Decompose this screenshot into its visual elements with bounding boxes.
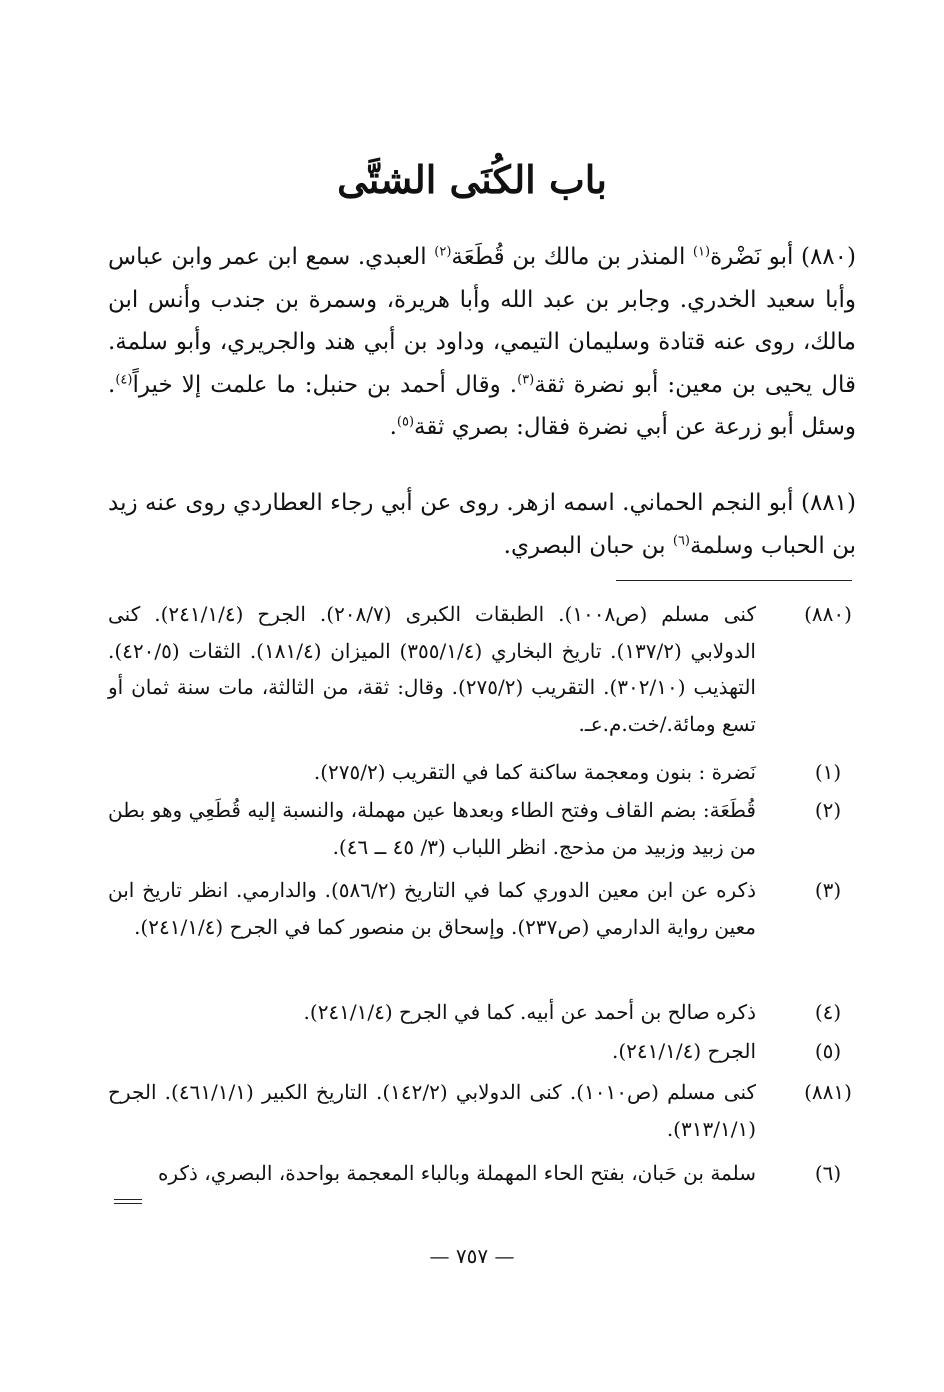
continuation-mark [114, 1199, 142, 1204]
footnote-1 [108, 754, 858, 791]
entry-text: العبدي. سمع ابن عمر وابن عباس وأبا سعيد الخدري. وجابر بن عبد الله وأبا هريرة، وسمرة بن جندب وأنس ابن مالك، روى عنه قتادة وسليمان التيمي، وداود بن أبي هند والجريري، وأبو سلمة. قال يحيى بن معين: أبو نضرة ثقة [108, 244, 856, 398]
footnote-880 [108, 596, 858, 742]
footnote-text: نَضرة : بنون ومعجمة ساكنة كما في التقريب (٢٧٥/٢). [313, 760, 756, 784]
entry-text: المنذر بن مالك بن قُطَعَة [451, 244, 693, 270]
footnote-ref: (٦) [672, 532, 690, 548]
footnote-ref: (٤) [115, 371, 133, 387]
entry-text: . وقال أحمد بن حنبل: ما علمت إلا خيراً [132, 371, 518, 398]
footnote-marker: (٦) [814, 1161, 842, 1185]
entry-881 [108, 482, 856, 567]
footnote-text: سلمة بن حَبان، بفتح الحاء المهملة وبالباء المعجمة بواحدة، البصري، ذكره [157, 1161, 756, 1185]
page-number: — ٧٥٧ — [429, 1244, 515, 1268]
footnote-text: قُطَعَة: بضم القاف وفتح الطاء وبعدها عين مهملة، والنسبة إليه قُطَعِي وهو بطن من زبيد وزبيد من مذحج. انظر اللباب (٣/ ٤٥ ــ ٤٦). [108, 798, 756, 859]
footnote-text: كنى مسلم (ص١٠٠٨). الطبقات الكبرى (٢٠٨/٧). الجرح (٢٤١/١/٤). كنى الدولابي (١٣٧/٢). تاريخ البخاري (٣٥٥/١/٤) الميزان (١٨١/٤). الثقات (٤٢٠/٥). التهذيب (٣٠٢/١٠). التقريب (٢٧٥/٢). وقال: ثقة، من الثالثة، مات سنة ثمان أو تسع ومائة./خت.م.عـ. [108, 602, 756, 736]
entry-text: . [389, 414, 397, 440]
footnote-text: ذكره صالح بن أحمد عن أبيه. كما في الجرح (٢٤١/١/٤). [303, 1000, 756, 1024]
footnote-marker: (٢) [814, 798, 842, 822]
footnote-881 [108, 1074, 858, 1147]
footnote-6 [108, 1155, 858, 1192]
footnote-text: الجرح (٢٤١/١/٤). [611, 1039, 756, 1063]
entry-text: . وسئل أبو زرعة عن أبي نضرة فقال: بصري ثقة [108, 371, 856, 440]
footnote-4 [108, 994, 858, 1031]
footnote-ref: (٥) [396, 414, 415, 430]
footnote-5 [108, 1033, 858, 1070]
footnote-marker: (١) [814, 760, 842, 784]
footnote-marker: (٥) [814, 1039, 842, 1063]
footnote-marker: (٤) [814, 1000, 842, 1024]
footnote-marker: (٣) [814, 878, 842, 902]
footnote-3 [108, 872, 858, 945]
footnote-marker: (٨٨١) [804, 1080, 852, 1104]
footnote-ref: (٣) [517, 371, 535, 387]
footnote-ref: (٢) [434, 244, 452, 260]
entry-text: (٨٨١) أبو النجم الحماني. اسمه ازهر. روى عن أبي رجاء العطاردي روى عنه زيد بن الحباب وسلمة [108, 490, 856, 559]
footnote-text: كنى مسلم (ص١٠١٠). كنى الدولابي (١٤٢/٢). التاريخ الكبير (٤٦١/١/١). الجرح (٣١٣/١/١). [108, 1080, 756, 1141]
entry-text: (٨٨٠) أبو نَضْرة [710, 244, 856, 270]
footnote-2 [108, 792, 858, 865]
page-title: باب الكُنَى الشتَّى [337, 157, 607, 202]
footnote-text: ذكره عن ابن معين الدوري كما في التاريخ (٥٨٦/٢). والدارمي. انظر تاريخ ابن معين رواية الدارمي (ص٢٣٧). وإسحاق بن منصور كما في الجرح (٢٤١/١/٤). [108, 878, 757, 939]
footnote-ref: (١) [692, 244, 711, 260]
entry-text: بن حبان البصري. [503, 532, 673, 559]
footnote-marker: (٨٨٠) [804, 602, 852, 626]
entry-880 [108, 236, 856, 449]
footnote-separator [616, 580, 852, 581]
